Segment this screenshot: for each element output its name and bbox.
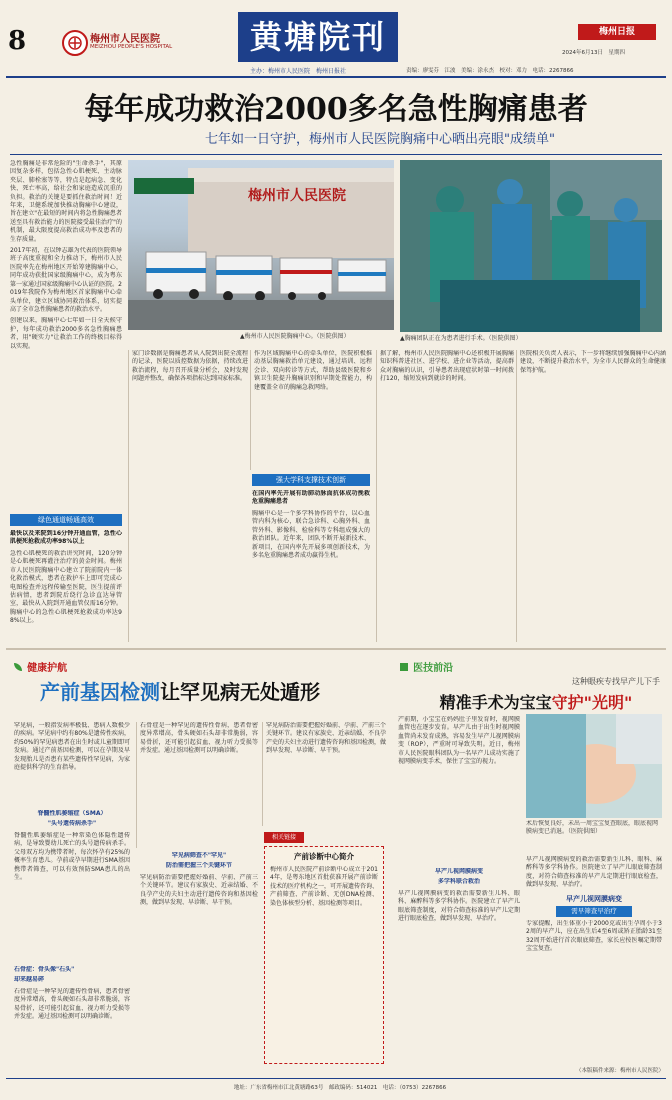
footer-rule xyxy=(6,1078,666,1079)
body-column: 作为区域胸痛中心的牵头单位，医院积极推动基层胸痛救治单元建设，通过培训、远程会诊、双向转诊等方式，帮助县级医院和乡镇卫生院提升胸痛识别和早期处置能力，构建覆盖全市的胸痛急救网络。 xyxy=(250,350,372,470)
health-sub2-quote: 却来越易碎 xyxy=(14,976,45,983)
health-sub3: 罕见病筛查不"罕见" xyxy=(171,852,227,859)
svg-text:梅州市人民医院: 梅州市人民医院 xyxy=(248,188,346,204)
medical-kicker: 这种眼疾专找早产儿下手 xyxy=(572,677,660,686)
section1-title: 绿色通道畅通高效 xyxy=(10,514,122,526)
related-link-badge: 相关链接 xyxy=(264,832,304,843)
health-headline xyxy=(40,676,380,705)
medical-photo-caption: 术后恢复良好，未出一周宝宝复查眼底，眼底视网膜病变已消退。（医院供图） xyxy=(526,820,659,835)
hospital-logo-icon xyxy=(62,30,88,56)
editors-line: 责编：廖雯芬 江波 美编：涂永杰 校对：邓力 电话：2267866 xyxy=(406,68,574,74)
clinic-box-body: 梅州市人民医院产前诊断中心成立于2014年，是粤东地区首批获准开展产前诊断技术的医疗机构之一，可开展遗传咨询、产前筛查、产前诊断、无创DNA检测、染色体核型分析、基因检测等项目。 xyxy=(270,866,378,907)
masthead xyxy=(0,0,672,78)
health-column-2: 石骨症是一种罕见的遗传性骨病，患者骨密度异常增高，骨头硬如石头却非常脆弱，容易骨折，还可能引起贫血、视力听力受损等并发症。通过基因检测可以明确诊断。 xyxy=(136,722,258,848)
date-line: 2024年6月13日 星期四 xyxy=(562,50,625,56)
health-sub2-body: 石骨症是一种罕见的遗传性骨病，患者骨密度异常增高，骨头硬如石头却非常脆弱，容易骨折，还可能引起贫血、视力听力受损等并发症。通过基因检测可以明确诊断。 xyxy=(14,988,130,1021)
health-sub2: 石骨症：骨头像"石头" xyxy=(14,966,75,973)
footer-line: 地址：广东省梅州市江北黄塘路63号 邮政编码：514021 电话：（0753）2267866 xyxy=(233,1085,447,1091)
main-subheadline: 七年如一日守护，梅州市人民医院胸痛中心晒出亮眼"成绩单" xyxy=(205,132,555,147)
medical-sub1: 早产儿视网膜病变 xyxy=(434,868,483,875)
medical-headline-part1: 精准手术为宝宝 xyxy=(439,693,552,712)
hospital-name: 梅州市人民医院 xyxy=(90,34,160,45)
medical-column-tag xyxy=(400,656,453,675)
section-divider xyxy=(6,648,666,650)
section2-lead: 在国内率先开展有助肺动脉面抗体成功挽救危重胸痛患者 xyxy=(252,490,370,506)
medical-headline xyxy=(410,690,662,713)
cross-icon xyxy=(400,663,408,671)
health-sub1-quote: "头号遗传病杀手" xyxy=(47,820,97,827)
clinic-box-title: 产前诊断中心简介 xyxy=(294,852,354,861)
subheadline-rule xyxy=(10,154,662,155)
sponsor-line: 主办：梅州市人民医院 梅州日报社 xyxy=(250,68,347,75)
medical-headline-part2: 守护"光明" xyxy=(551,693,633,712)
newspaper-logo: 梅州日报 xyxy=(578,24,656,40)
health-sub1-body: 脊髓性肌萎缩症是一种常染色体隐性遗传病，是导致婴幼儿死亡的头号遗传病杀手。父母双方均为携带者时，每次怀孕有25%的概率生育患儿。孕前或孕早期进行SMA基因携带者筛查，可以有效预防SMA患儿的出生。 xyxy=(14,832,130,882)
intro-paragraph: 急性胸痛是非常危险的"生命杀手"，其原因复杂多样，包括急性心肌梗死、主动脉夹层、肺栓塞等等，特点是起病急、变化快、死亡率高，给社会和家庭造成沉重的负担。救治的关键是要抓住救治时间！近年来，卫健系统加快推动胸痛中心建设，旨在建立"在最短的时间内将急性胸痛患者送至具有救治能力的医院接受最佳治疗"的机制，最大限度提高救治成功率及患者的生存质量。 xyxy=(10,160,122,243)
medical-column-2: 早产儿视网膜病变的救治需要新生儿科、眼科、麻醉科等多学科协作。医院建立了早产儿眼底筛查制度，对符合筛查标准的早产儿定期进行眼底检查，做到早发现、早治疗。 xyxy=(526,856,662,889)
medical-sub2: 早产儿视网膜病变 xyxy=(566,895,622,903)
medical-sub2-lead: 需早筛查早治疗 xyxy=(556,906,632,917)
photo1-caption: ▲梅州市人民医院胸痛中心。（医院供图） xyxy=(240,333,350,340)
section2-body: 胸痛中心是一个多学科协作的平台，以心血管内科为核心，联合急诊科、心胸外科、血管外科、影像科、检验科等专科组成强大的救治团队。近年来，团队不断开展新技术、新项目，在国内率先开展多项创新技术，为多名危重胸痛患者成功赢得生机。 xyxy=(252,510,370,560)
health-sub1: 脊髓性肌萎缩症（SMA） xyxy=(37,810,107,817)
page-number: 8 xyxy=(8,26,27,56)
health-headline-part2: 让罕见病无处遁形 xyxy=(160,680,320,704)
section1-body: 急性心肌梗死的救治讲究时间，120分钟是心肌梗死再灌注治疗的黄金时间。梅州市人民医院胸痛中心建立了院前院内一体化救治模式，患者在救护车上即可完成心电图检查并远程传输至医院，医生提前评估病情，患者到院后绕行急诊直达导管室，最快从入院到开通血管仅需16分钟。胸痛中心的急性心肌梗死抢救成功率达98%以上。 xyxy=(10,550,122,625)
photo2-caption: ▲胸痛团队正在为患者进行手术。（医院供图） xyxy=(400,335,522,342)
baby-photo xyxy=(526,714,662,818)
medical-tag-label: 医技前沿 xyxy=(413,663,454,674)
intro-column xyxy=(10,160,122,512)
health-column-tag xyxy=(14,656,67,675)
medical-sub2-body: 专家提醒，出生体重小于2000克或出生孕周小于32周的早产儿，应在出生后4至6周或矫正胎龄31至32周开始进行首次眼底筛查，家长应按医嘱定期带宝宝复查。 xyxy=(526,920,662,953)
intro-paragraph: 2017年初，在以钟志雄为代表的医院领导班子高度重视和全力推动下，梅州市人民医院率先在梅州地区开始筹建胸痛中心，同年成功获批国家级胸痛中心，成为粤东第一家通过国家级胸痛中心认证的医院。2019年我院作为梅州地区首家胸痛中心牵头单位，建立区域协同救治体系，切实提高了全市急性胸痛患者的救治水平。 xyxy=(10,247,122,313)
section1-lead: 最快以及来院到16分钟开通血管，急性心肌梗死抢救成功率98%以上 xyxy=(10,530,122,546)
medical-body: 产前期，小宝宝在妈妈肚子里发育时，视网膜血管也在逐步发育。早产儿由于出生时视网膜血管尚未发育成熟，容易发生早产儿视网膜病变（ROP），严重时可导致失明。近日，梅州市人民医院眼科团队为一名早产儿成功实施了视网膜病变手术，保住了宝宝的视力。 xyxy=(398,716,520,766)
body-column: 家门诊数据是胸痛患者从入院到出院全流程的记录，医院以质控数据为依据，持续改进救治流程，每月召开质量分析会，及时发现问题并整改，确保各项指标达到国家标准。 xyxy=(128,350,248,642)
body-column: 据了解，梅州市人民医院胸痛中心还积极开展胸痛知识科普进社区、进学校、进企业等活动，提高群众对胸痛的认识，引导患者出现症状时第一时间拨打120，缩短发病到就诊的时间。 xyxy=(376,350,514,642)
section2-title: 强大学科支撑技术创新 xyxy=(252,474,370,486)
ambulance-photo xyxy=(128,160,394,330)
leaf-icon xyxy=(14,663,22,671)
health-headline-part1: 产前基因检测 xyxy=(40,680,160,704)
medical-sub1-lead: 多学科联合救治 xyxy=(437,878,480,885)
source-note: （本版稿件来源：梅州市人民医院） xyxy=(575,1068,664,1074)
masthead-rule xyxy=(6,76,666,78)
body-column: 医院相关负责人表示，下一步将继续加强胸痛中心内涵建设，不断提升救治水平，为全市人民群众的生命健康保驾护航。 xyxy=(516,350,666,642)
intro-paragraph: 创建以来，胸痛中心七年如一日全天候守护，每年成功救治2000多名急性胸痛患者，用"硬实力"让救治工作的终极目标得以实现。 xyxy=(10,317,122,350)
medical-sub1-body: 早产儿视网膜病变的救治需要新生儿科、眼科、麻醉科等多学科协作。医院建立了早产儿眼底筛查制度，对符合筛查标准的早产儿定期进行眼底检查，做到早发现、早治疗。 xyxy=(398,890,520,923)
health-column-3: 罕见病防治需要把握好婚前、孕前、产前三个关键环节。建议有家族史、近亲结婚、不良孕产史的夫妇主动进行遗传咨询和基因检测，做到早发现、早诊断、早干预。 xyxy=(262,722,386,826)
clinic-info-box xyxy=(264,846,384,1064)
main-headline: 每年成功救治2000多名急性胸痛患者 xyxy=(84,92,588,127)
health-body: 罕见病，一般指发病率极低、患病人数极少的疾病。罕见病中约有80%是遗传性疾病，约50%的罕见病患者在出生时或儿童期即可发病。通过产前基因检测，可以在孕期及早发现胎儿是否患有某些遗传性罕见病，为家庭提供科学的生育指导。 xyxy=(14,722,130,772)
hospital-name-en: MEIZHOU PEOPLE'S HOSPITAL xyxy=(90,44,173,50)
surgery-photo xyxy=(400,160,662,332)
health-sub3-body: 罕见病防治需要把握好婚前、孕前、产前三个关键环节。建议有家族史、近亲结婚、不良孕产史的夫妇主动进行遗传咨询和基因检测，做到早发现、早诊断、早干预。 xyxy=(140,874,258,907)
brand-title: 黄塘院刊 xyxy=(238,12,398,62)
health-tag-label: 健康护航 xyxy=(27,663,68,674)
health-sub3-lead: 防治需把握三个关键环节 xyxy=(165,862,232,869)
